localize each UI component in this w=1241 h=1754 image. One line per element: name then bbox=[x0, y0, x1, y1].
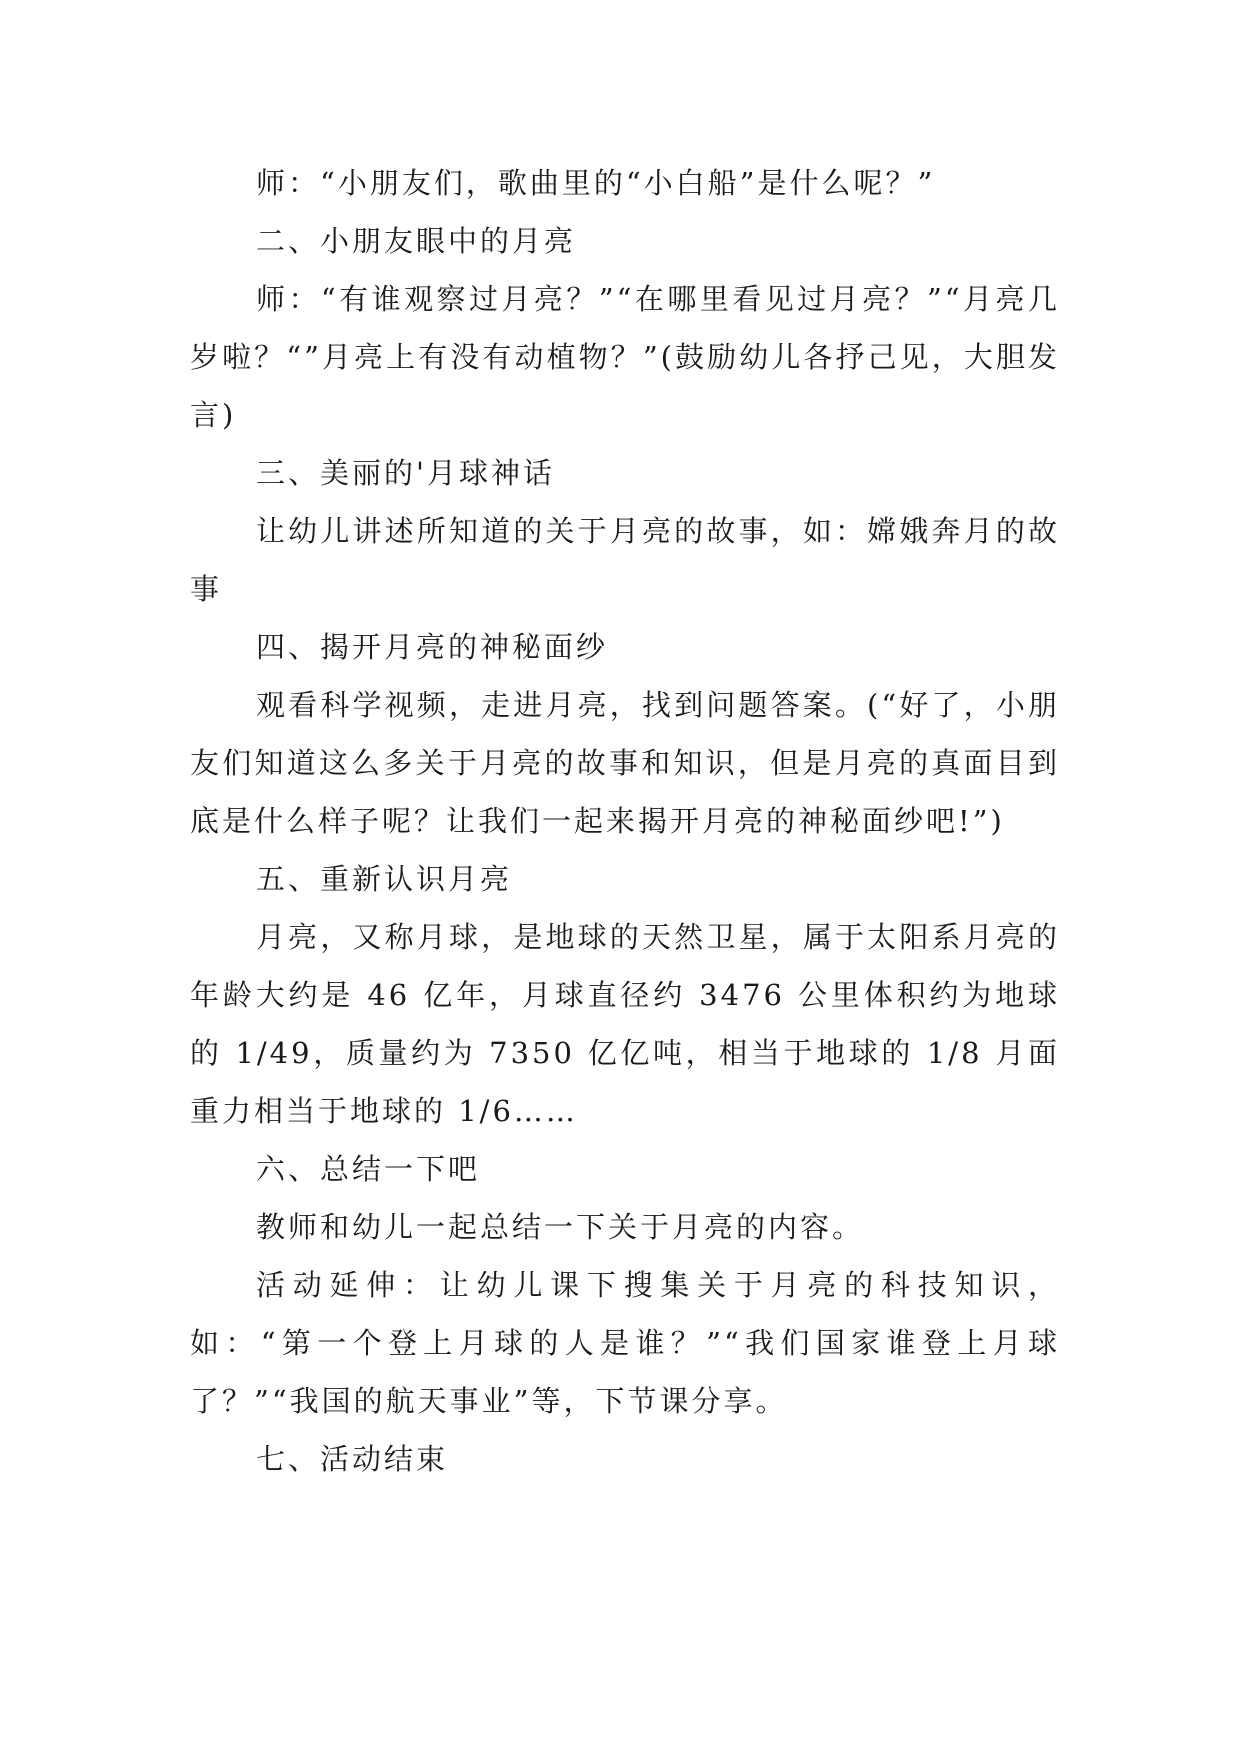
paragraph-teacher-question-boat: 师：“小朋友们，歌曲里的“小白船”是什么呢？” bbox=[256, 166, 936, 200]
section-heading-4: 四、揭开月亮的神秘面纱 bbox=[256, 630, 609, 664]
section-heading-7: 七、活动结束 bbox=[256, 1442, 449, 1476]
section-heading-2: 二、小朋友眼中的月亮 bbox=[256, 224, 577, 258]
section-heading-5: 五、重新认识月亮 bbox=[256, 862, 513, 896]
paragraph-activity-extension: 活动延伸：让幼儿课下搜集关于月亮的科技知识，如：“第一个登上月球的人是谁？”“我们国家谁登上月球了？”“我国的航天事业”等，下节课分享。 bbox=[190, 1268, 1060, 1418]
paragraph-teacher-questions-moon: 师：“有谁观察过月亮？”“在哪里看见过月亮？”“月亮几岁啦？“”月亮上有没有动植物？”(鼓励幼儿各抒己见，大胆发言) bbox=[190, 282, 1060, 432]
paragraph-summary: 教师和幼儿一起总结一下关于月亮的内容。 bbox=[256, 1210, 865, 1244]
paragraph-moon-facts: 月亮，又称月球，是地球的天然卫星，属于太阳系月亮的年龄大约是 46 亿年，月球直径约 3476 公里体积约为地球的 1/49，质量约为 7350 亿亿吨，相当于地球的 1/8 月面重力相当于地球的 1/6…… bbox=[190, 920, 1060, 1128]
paragraph-moon-stories: 让幼儿讲述所知道的关于月亮的故事，如：嫦娥奔月的故事 bbox=[190, 514, 1060, 606]
document-body bbox=[190, 154, 1060, 1488]
section-heading-6: 六、总结一下吧 bbox=[256, 1152, 481, 1186]
section-heading-3: 三、美丽的'月球神话 bbox=[256, 456, 555, 490]
paragraph-science-video: 观看科学视频，走进月亮，找到问题答案。(“好了，小朋友们知道这么多关于月亮的故事和知识，但是月亮的真面目到底是什么样子呢？让我们一起来揭开月亮的神秘面纱吧!”) bbox=[190, 688, 1060, 838]
